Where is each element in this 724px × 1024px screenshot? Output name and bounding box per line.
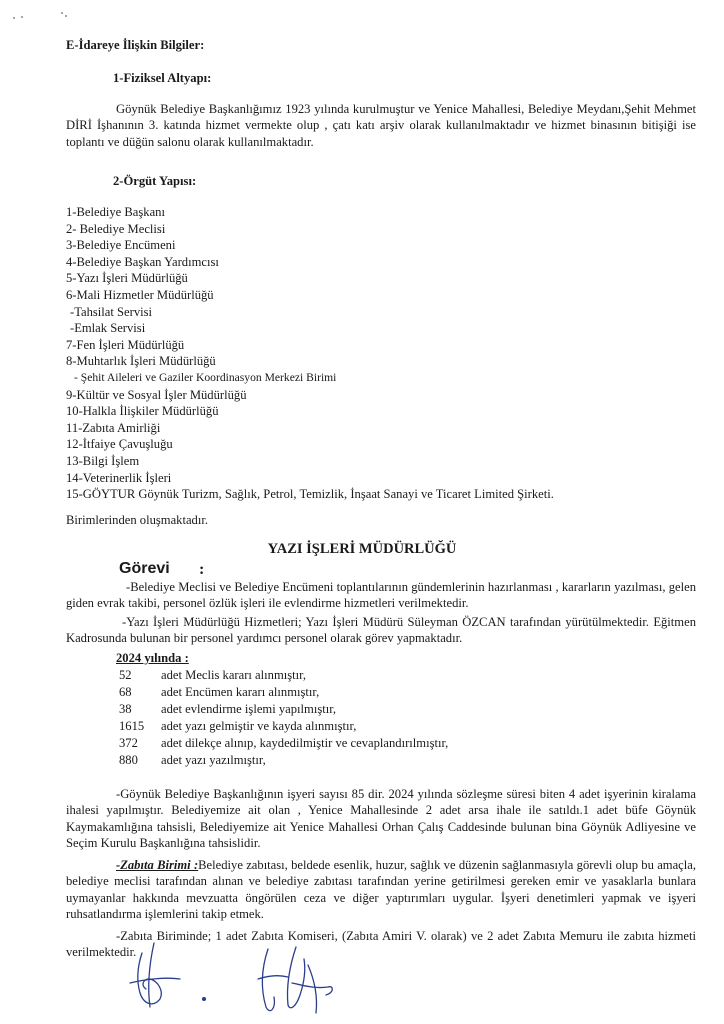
zabita-label: -Zabıta Birimi :	[116, 858, 199, 872]
list-item: 15-GÖYTUR Göynük Turizm, Sağlık, Petrol, Temizlik, İnşaat Sanayi ve Ticaret Limited Şirketi.	[66, 487, 554, 502]
list-item: 12-İtfaiye Çavuşluğu	[66, 437, 173, 452]
list-item: 10-Halkla İlişkiler Müdürlüğü	[66, 404, 219, 419]
scan-artifact-marks	[10, 8, 80, 22]
org-structure-list	[66, 204, 554, 503]
stat-row	[119, 718, 356, 734]
list-item: 4-Belediye Başkan Yardımcısı	[66, 254, 219, 269]
stat-row	[119, 735, 448, 751]
org-closing-line: Birimlerinden oluşmaktadır.	[66, 513, 209, 527]
list-item: 13-Bilgi İşlem	[66, 453, 140, 468]
stat-text: adet dilekçe alınıp, kaydedilmiştir ve cevaplandırılmıştır,	[161, 736, 449, 750]
subsection-heading-org: 2-Örgüt Yapısı:	[113, 174, 197, 188]
list-item: 2- Belediye Meclisi	[66, 221, 166, 236]
duties-label: Görevi	[119, 560, 170, 577]
duties-paragraph: -Belediye Meclisi ve Belediye Encümeni toplantılarının gündemlerinin hazırlanması , kararların yazılması, gelen giden evrak takibi, personel özlük işleri ile evlendirme hizmetleri verilmektedir.	[66, 580, 696, 611]
stat-row	[119, 684, 319, 700]
zabita-paragraph	[66, 857, 696, 923]
list-item: 5-Yazı İşleri Müdürlüğü	[66, 271, 188, 286]
stat-count: 880	[119, 753, 138, 767]
stat-text: adet Meclis kararı alınmıştır,	[161, 668, 306, 682]
stat-row	[119, 667, 306, 683]
list-item: 11-Zabıta Amirliği	[66, 420, 161, 435]
workplaces-paragraph: -Göynük Belediye Başkanlığının işyeri sayısı 85 dir. 2024 yılında sözleşme süresi biten 4 adet işyerinin kiralama ihalesi yapılmıştır. Belediyemize ait olan , Yenice Mahallesinde 2 adet arsa ihale ile satıldı.1 adet büfe Göynük Kaymakamlığına tahsisli, Belediyemize ait Yenice Mahallesi Orhan Çalış Caddesinde bulunan bina Göynük Adliyesine ve Seçim Kurulu Başkanlığına tahsislidir.	[66, 787, 696, 851]
list-item: - Şehit Aileleri ve Gaziler Koordinasyon Merkezi Birimi	[74, 370, 337, 384]
list-item: 1-Belediye Başkanı	[66, 205, 165, 219]
list-item: -Tahsilat Servisi	[70, 304, 153, 319]
stat-count: 1615	[119, 719, 145, 733]
handwritten-signatures	[120, 935, 360, 1020]
list-item: 14-Veterinerlik İşleri	[66, 470, 172, 485]
stat-count: 38	[119, 702, 132, 716]
list-item: -Emlak Servisi	[70, 321, 146, 336]
stat-row	[119, 752, 266, 768]
section-heading: E-İdareye İlişkin Bilgiler:	[66, 38, 205, 52]
physical-infrastructure-paragraph: Göynük Belediye Başkanlığımız 1923 yılında kurulmuştur ve Yenice Mahallesi, Belediye Meydanı,Şehit Mehmet DİRİ İşhanının 3. katında hizmet vermekte olup , çatı katı arşiv olarak kullanılmaktadır ve hizmet binasının bitişiği ise toplantı ve düğün salonu olarak kullanılmaktadır.	[66, 102, 696, 149]
zabita-staff-paragraph: -Zabıta Biriminde; 1 adet Zabıta Komiseri, (Zabıta Amiri V. olarak) ve 2 adet Zabıta Memuru ile zabıta hizmeti verilmektedir.	[66, 929, 696, 960]
stat-text: adet Encümen kararı alınmıştır,	[161, 685, 320, 699]
zabita-text: Belediye zabıtası, beldede esenlik, huzur, sağlık ve düzenin sağlanmasıyla görevli olup bu amaçla, belediye meclisi tarafından alınan ve belediye zabıtası tarafından yerine getirilmesi gereken emir ve yasaklarla bunlara uymayanlar hakkında mevzuatta öngörülen ceza ve diğer yaptırımları uygular. İşyeri denetimleri yapmak ve işyeri ruhsatlandırma işlemlerini takip etmek.	[66, 858, 696, 922]
duties-colon: :	[199, 561, 205, 578]
stat-row	[119, 701, 336, 717]
list-item: 6-Mali Hizmetler Müdürlüğü	[66, 287, 214, 302]
stat-count: 68	[119, 685, 132, 699]
subsection-heading-physical: 1-Fiziksel Altyapı:	[113, 71, 212, 85]
stat-text: adet evlendirme işlemi yapılmıştır,	[161, 702, 337, 716]
stat-text: adet yazı yazılmıştır,	[161, 753, 266, 767]
list-item: 3-Belediye Encümeni	[66, 238, 176, 253]
list-item: 7-Fen İşleri Müdürlüğü	[66, 337, 185, 352]
stat-text: adet yazı gelmiştir ve kayda alınmıştır,	[161, 719, 357, 733]
year-heading: 2024 yılında :	[116, 651, 189, 665]
stat-count: 52	[119, 668, 132, 682]
list-item: 8-Muhtarlık İşleri Müdürlüğü	[66, 354, 216, 369]
list-item: 9-Kültür ve Sosyal İşler Müdürlüğü	[66, 387, 247, 402]
stat-count: 372	[119, 736, 138, 750]
department-title: YAZI İŞLERİ MÜDÜRLÜĞÜ	[267, 541, 457, 557]
director-paragraph: -Yazı İşleri Müdürlüğü Hizmetleri; Yazı İşleri Müdürü Süleyman ÖZCAN tarafından yürütülmektedir. Eğitmen Kadrosunda bulunan bir personel yardımcı personel olarak görev yapmaktadır.	[66, 615, 696, 646]
